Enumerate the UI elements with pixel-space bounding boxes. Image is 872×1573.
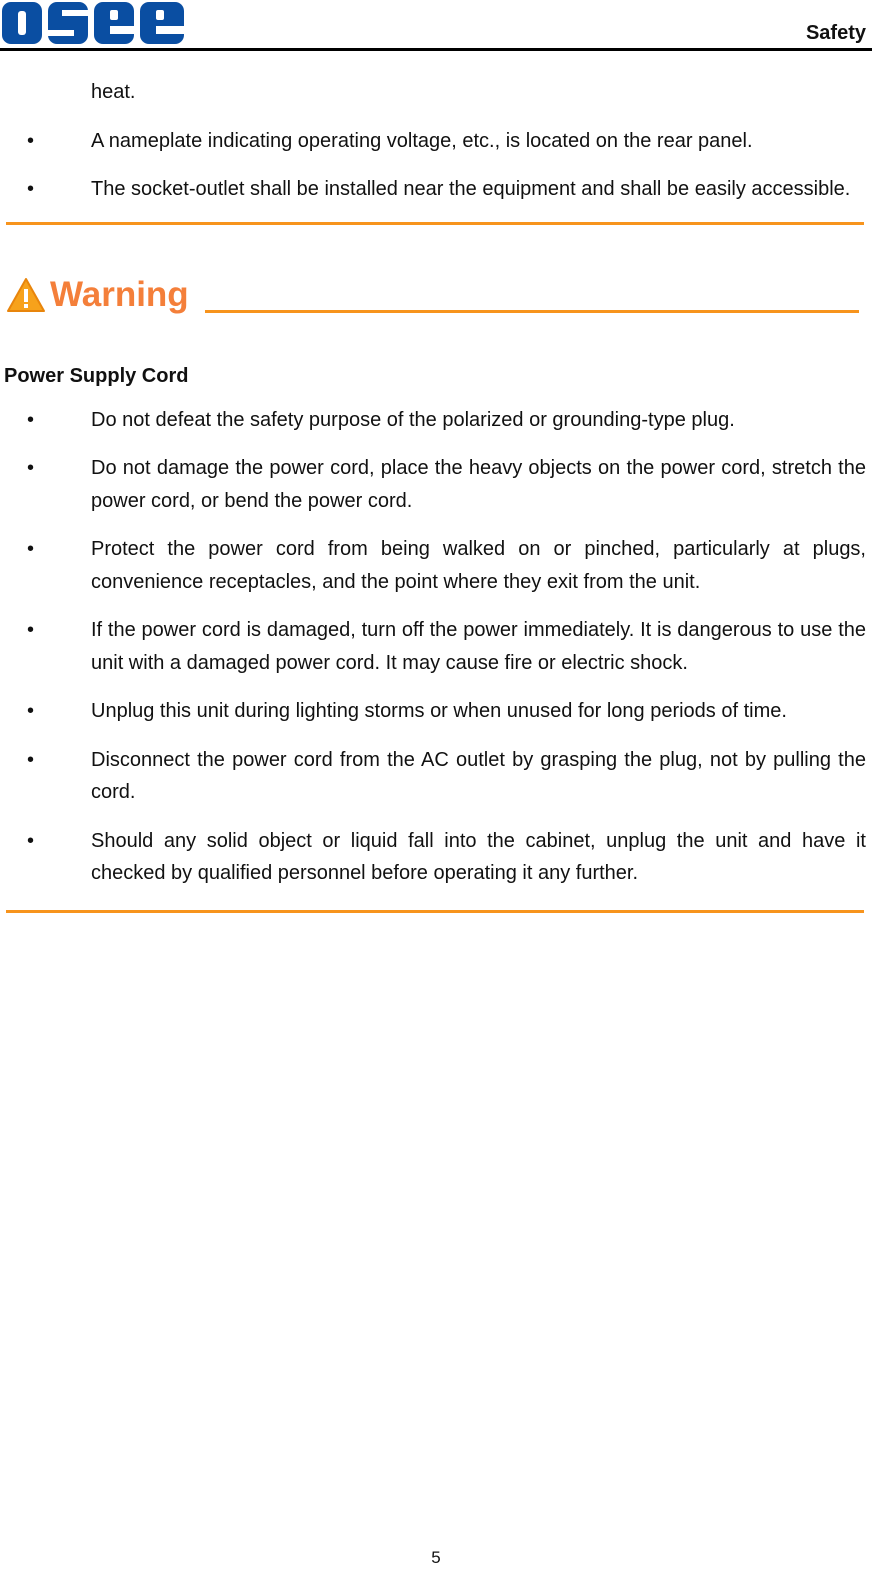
item-text: Unplug this unit during lighting storms or when unused for long periods of time. [91,700,787,722]
orange-divider [6,910,864,913]
list-item [27,614,866,679]
item-text: Protect the power cord from being walked on or pinched, particularly at plugs, convenience receptacles, and the point where they exit from the unit. [91,538,866,593]
page-number: 5 [431,1548,441,1567]
section-heading: Power Supply Cord [4,364,189,387]
list-item [27,173,866,206]
item-text: Do not damage the power cord, place the heavy objects on the power cord, stretch the power cord, or bend the power cord. [91,457,866,512]
warning-banner [0,274,872,335]
list-item [27,404,866,437]
bullet: • [27,129,35,152]
item-text: Do not defeat the safety purpose of the polarized or grounding-type plug. [91,408,735,431]
continued-text: heat. [91,81,136,103]
item-text: A nameplate indicating operating voltage, etc., is located on the rear panel. [91,129,753,152]
list-item [27,452,866,517]
orange-divider [6,222,864,225]
section-title: Safety [805,22,866,44]
warning-underline [205,310,859,313]
header-divider [0,48,872,51]
item-text: If the power cord is damaged, turn off the power immediately. It is dangerous to use the unit with a damaged power cord. It may cause fire or electric shock. [91,619,866,674]
list-item [27,695,866,728]
warning-triangle-icon [6,277,46,313]
bullet: • [27,178,35,200]
list-item [27,533,866,598]
list-item [27,744,866,809]
bullet: • [27,748,35,771]
item-text: Should any solid object or liquid fall into the cabinet, unplug the unit and have it checked by qualified personnel before operating it any further. [91,829,866,884]
bullet: • [27,408,35,431]
item-text: Disconnect the power cord from the AC outlet by grasping the plug, not by pulling the cord. [91,748,866,803]
bullet: • [27,700,35,722]
item-text: The socket-outlet shall be installed near the equipment and shall be easily accessible. [91,178,851,200]
list-item [27,825,866,890]
bullet: • [27,619,35,641]
osee-logo [2,2,184,44]
warning-title: Warning [50,274,189,314]
bullet: • [27,829,35,852]
list-item [27,125,866,158]
bullet: • [27,538,35,560]
bullet: • [27,457,35,479]
